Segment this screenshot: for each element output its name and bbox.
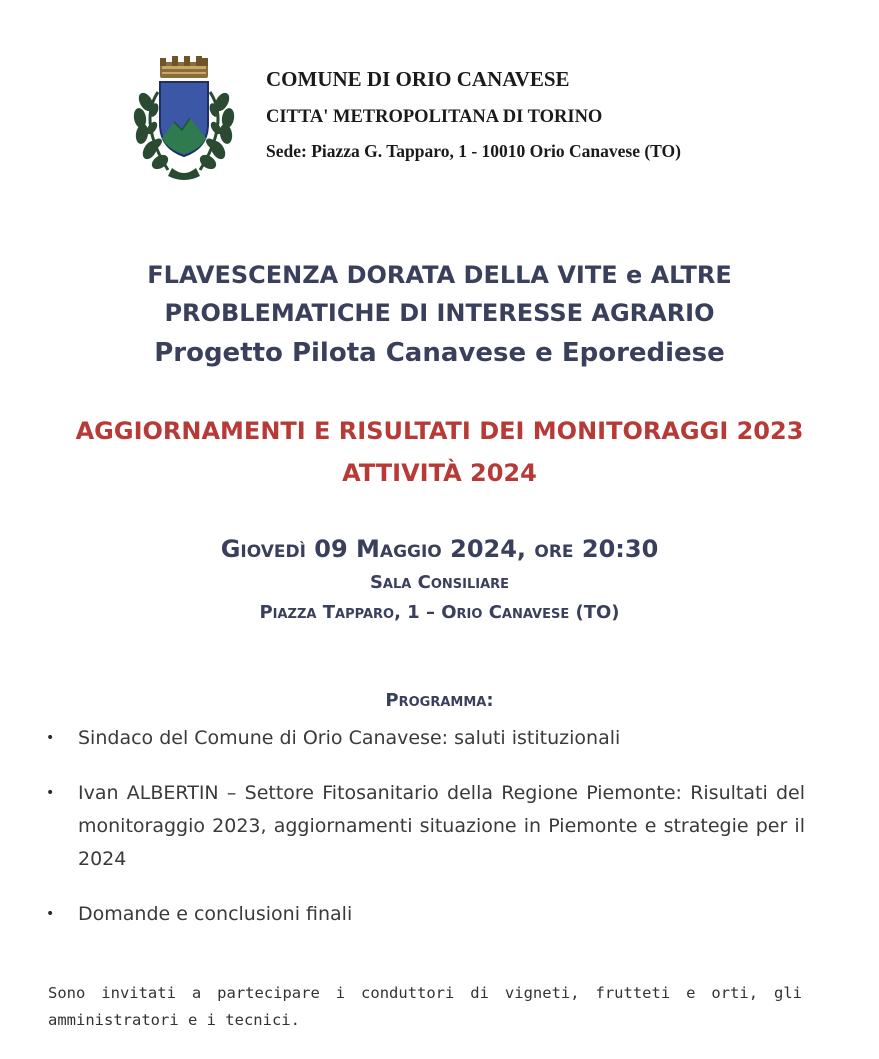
- list-item: [40, 898, 805, 931]
- metropolitan-city: CITTA' METROPOLITANA DI TORINO: [266, 107, 603, 127]
- municipality-address: Sede: Piazza G. Tapparo, 1 - 10010 Orio Canavese (TO): [266, 141, 681, 161]
- list-item: [40, 777, 805, 876]
- program-item-text: Ivan ALBERTIN – Settore Fitosanitario della Regione Piemonte: Risultati del monitoraggio 2023, aggiornamenti situazione in Piemonte e strategie per il 2024: [78, 782, 805, 870]
- list-item: [40, 722, 805, 755]
- municipality-name: COMUNE DI ORIO CANAVESE: [266, 67, 570, 91]
- event-details: [0, 530, 879, 628]
- program-item-text: Domande e conclusioni finali: [78, 903, 353, 925]
- event-date: Giovedì 09 Maggio 2024, ore 20:30: [220, 535, 659, 563]
- event-room: Sala Consiliare: [369, 572, 510, 593]
- document-title: [0, 256, 879, 374]
- bullet-icon: •: [46, 730, 55, 746]
- program-item-text: Sindaco del Comune di Orio Canavese: saluti istituzionali: [78, 727, 621, 749]
- update-heading-line-1: AGGIORNAMENTI E RISULTATI DEI MONITORAGGI 2023: [75, 417, 804, 445]
- title-line-1: FLAVESCENZA DORATA DELLA VITE e ALTRE: [147, 261, 732, 289]
- crown-icon: [160, 56, 208, 78]
- municipal-coat-of-arms-icon: [128, 52, 240, 184]
- title-line-2: PROBLEMATICHE DI INTERESSE AGRARIO: [164, 299, 715, 327]
- bullet-icon: •: [46, 906, 55, 922]
- invitation-note: Sono invitati a partecipare i conduttori di vigneti, frutteti e orti, gli amministratori e i tecnici.: [48, 984, 802, 1029]
- program-title: Programma:: [385, 690, 494, 711]
- project-subtitle: Progetto Pilota Canavese e Eporediese: [154, 338, 725, 368]
- update-heading-line-2: ATTIVITÀ 2024: [342, 459, 537, 487]
- event-address: Piazza Tapparo, 1 – Orio Canavese (TO): [259, 602, 620, 623]
- shield-icon: [160, 82, 208, 156]
- municipality-header: [266, 64, 681, 164]
- bullet-icon: •: [46, 785, 55, 801]
- program-list: [40, 722, 805, 931]
- update-heading: [0, 412, 879, 492]
